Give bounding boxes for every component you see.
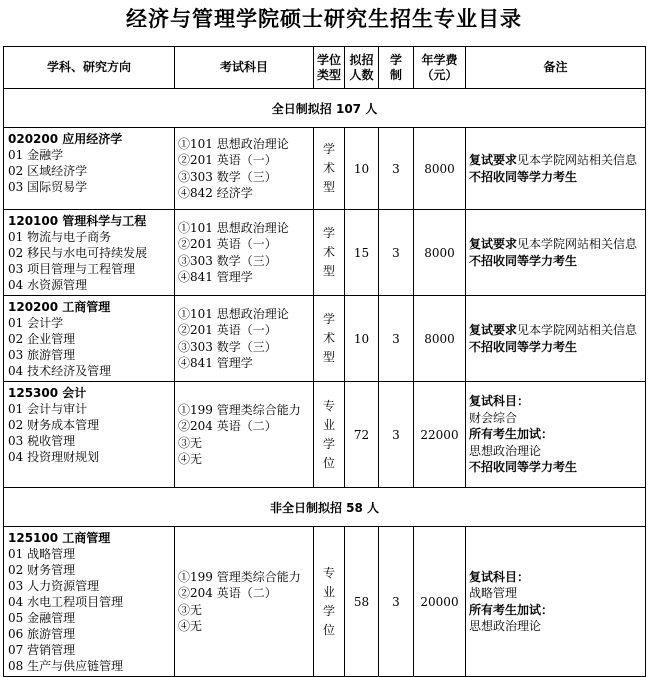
fee-cell: 8000 — [414, 296, 466, 382]
header-major: 学科、研究方向 — [4, 47, 175, 89]
major-cell: 120100 管理科学与工程 01 物流与电子商务 02 移民与水电可持续发展 03 项目管理与工程管理 04 水资源管理 — [4, 210, 175, 296]
header-exam: 考试科目 — [175, 47, 314, 89]
years-cell: 3 — [379, 296, 414, 382]
catalog-table — [3, 46, 646, 677]
table-row — [4, 382, 646, 488]
exam-cell: ①199 管理类综合能力 ②204 英语（二） ③无 ④无 — [175, 527, 314, 677]
years-cell: 3 — [379, 210, 414, 296]
major-cell: 020200 应用经济学 01 金融学 02 区域经济学 03 国际贸易学 — [4, 128, 175, 210]
degree-type-cell: 学 术 型 — [314, 210, 345, 296]
header-type: 学位 类型 — [314, 47, 345, 89]
degree-type-cell: 专 业 学 位 — [314, 527, 345, 677]
section-parttime: 非全日制拟招 58 人 — [4, 488, 646, 527]
fee-cell: 20000 — [414, 527, 466, 677]
quota-cell: 10 — [345, 128, 379, 210]
note-cell: 复试要求见本学院网站相关信息 不招收同等学力考生 — [466, 210, 646, 296]
years-cell: 3 — [379, 128, 414, 210]
quota-cell: 58 — [345, 527, 379, 677]
quota-cell: 10 — [345, 296, 379, 382]
note-cell: 复试科目： 战略管理 所有考生加试： 思想政治理论 — [466, 527, 646, 677]
table-row — [4, 210, 646, 296]
table-row — [4, 527, 646, 677]
exam-cell: ①199 管理类综合能力 ②204 英语（二） ③无 ④无 — [175, 382, 314, 488]
page-title: 经济与管理学院硕士研究生招生专业目录 — [126, 7, 522, 31]
header-years: 学 制 — [379, 47, 414, 89]
header-note: 备注 — [466, 47, 646, 89]
table-row — [4, 128, 646, 210]
fee-cell: 8000 — [414, 210, 466, 296]
exam-cell: ①101 思想政治理论 ②201 英语（一） ③303 数学（三） ④841 管理学 — [175, 296, 314, 382]
fee-cell: 8000 — [414, 128, 466, 210]
degree-type-cell: 学 术 型 — [314, 128, 345, 210]
header-quota: 拟招 人数 — [345, 47, 379, 89]
header-fee: 年学费 （元） — [414, 47, 466, 89]
years-cell: 3 — [379, 527, 414, 677]
years-cell: 3 — [379, 382, 414, 488]
major-cell: 125100 工商管理 01 战略管理 02 财务管理 03 人力资源管理 04 水电工程项目管理 05 金融管理 06 旅游管理 07 营销管理 08 生产与供应链管理 — [4, 527, 175, 677]
degree-type-cell: 学 术 型 — [314, 296, 345, 382]
note-cell: 复试要求见本学院网站相关信息 不招收同等学力考生 — [466, 128, 646, 210]
degree-type-cell: 专 业 学 位 — [314, 382, 345, 488]
table-row — [4, 296, 646, 382]
quota-cell: 72 — [345, 382, 379, 488]
quota-cell: 15 — [345, 210, 379, 296]
exam-cell: ①101 思想政治理论 ②201 英语（一） ③303 数学（三） ④841 管理学 — [175, 210, 314, 296]
note-cell: 复试要求见本学院网站相关信息 不招收同等学力考生 — [466, 296, 646, 382]
section-fulltime: 全日制拟招 107 人 — [4, 89, 646, 128]
fee-cell: 22000 — [414, 382, 466, 488]
major-cell: 125300 会计 01 会计与审计 02 财务成本管理 03 税收管理 04 投资理财规划 — [4, 382, 175, 488]
note-cell: 复试科目： 财会综合 所有考生加试： 思想政治理论 不招收同等学力考生 — [466, 382, 646, 488]
header-row — [4, 47, 646, 89]
exam-cell: ①101 思想政治理论 ②201 英语（一） ③303 数学（三） ④842 经济学 — [175, 128, 314, 210]
major-cell: 120200 工商管理 01 会计学 02 企业管理 03 旅游管理 04 技术经济及管理 — [4, 296, 175, 382]
